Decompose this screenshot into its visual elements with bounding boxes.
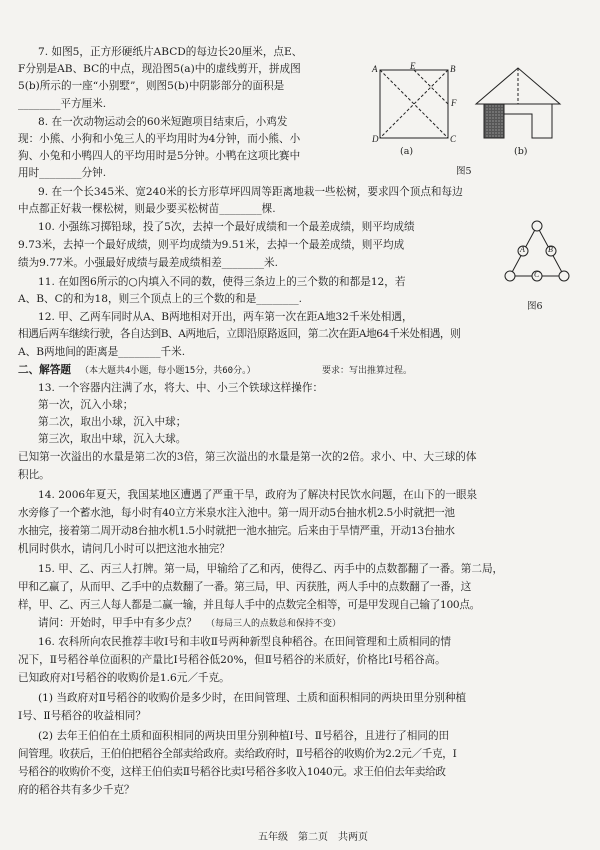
- fig6-caption: 图6: [527, 301, 543, 312]
- q16-part2-line-3: 号稻谷的收购价不变，这样王伯伯卖Ⅱ号稻谷比卖Ⅰ号稻谷多收入1040元。求王伯伯去年卖给政: [18, 766, 446, 778]
- q13-line-1: 13. 一个容器内注满了水，将大、中、小三个铁球这样操作：: [38, 382, 324, 394]
- fig5-label-b: (b): [514, 146, 528, 157]
- q7-line-2: F分别是AB、BC的中点，现沿图5(a)中的虚线剪开，拼成图: [18, 63, 301, 75]
- q11-line-2: A、B、C的和为18，则三个顶点上的三个数的和是________.: [18, 293, 303, 305]
- fig5-caption: 图5: [456, 166, 472, 177]
- q8-line-3: 狗、小兔和小鸭四人的平均用时是5分钟。小鸭在这项比赛中: [18, 150, 301, 162]
- q16-part1-line-2: Ⅰ号、Ⅱ号稻谷的收益相同？: [18, 710, 146, 722]
- figure-5: [360, 48, 585, 178]
- fig6-circle: [559, 271, 569, 281]
- q16-part1-line-1: (1) 当政府对Ⅱ号稻谷的收购价是多少时，在田间管理、土质和面积相同的两块田里分别种植: [38, 692, 467, 704]
- fig5-point-a: A: [372, 64, 378, 74]
- section-2-requirement: 要求：写出推算过程。: [322, 366, 413, 376]
- q10-line-1: 10. 小强练习掷铅球，投了5次，去掉一个最好成绩和一个最差成绩，则平均成绩: [38, 221, 415, 233]
- q16-part2-line-2: 间管理。收获后，王伯伯把稻谷全部卖给政府。卖给政府时，Ⅱ号稻谷的收购价为2.2元／千克，Ⅰ: [18, 748, 457, 760]
- q15-note: （每局三人的点数总和保持不变）: [206, 619, 342, 629]
- q15-line-1: 15. 甲、乙、丙三人打牌。第一局，甲输给了乙和丙，使得乙、丙手中的点数都翻了一番。第二局，: [38, 563, 504, 575]
- section-2-note: （本大题共4小题，每小题15分，共60分。）: [80, 366, 256, 376]
- q15-line-2: 甲和乙赢了，从而甲、乙手中的点数翻了一番。第三局，甲、丙获胜，两人手中的点数翻了一番，这: [18, 581, 471, 593]
- q8-line-1: 8. 在一次动物运动会的60米短跑项目结束后，小鸡发: [38, 116, 288, 128]
- fig5-label-a: (a): [400, 146, 414, 157]
- q16-line-2: 况下，Ⅱ号稻谷单位面积的产量比Ⅰ号稻谷低20%，但Ⅱ号稻谷的米质好，价格比Ⅰ号稻谷高。: [18, 654, 446, 666]
- q9-line-2: 中点都正好栽一棵松树，则最少要买松树苗________棵.: [18, 203, 276, 215]
- q14-line-3: 水抽完，接着第二周开动8台抽水机1.5小时就把一池水抽完。后来由于旱情严重，开动13台抽水: [18, 525, 455, 537]
- fig6-circle: [532, 221, 542, 231]
- q14-line-4: 机同时供水，请问几小时可以把这池水抽完？: [18, 543, 230, 555]
- q14-line-1: 14. 2006年夏天，我国某地区遭遇了严重干旱，政府为了解决村民饮水问题，在山下的一眼泉: [38, 489, 478, 501]
- fig6-label-a: A: [520, 245, 525, 254]
- q9-line-1: 9. 在一个长345米、宽240米的长方形草坪四周等距离地栽一些松树，要求四个顶点和每边: [38, 186, 463, 198]
- q12-line-2: 相遇后两车继续行驶，各自达到B、A两地后，立即沿原路返回，第二次在距A地64千米处相遇，则: [18, 328, 461, 340]
- q8-line-4: 用时________分钟.: [18, 167, 107, 179]
- q8-line-2: 现：小熊、小狗和小兔三人的平均用时为4分钟，而小熊、小: [18, 133, 301, 145]
- q7-line-1: 7. 如图5，正方形硬纸片ABCD的每边长20厘米，点E、: [38, 46, 303, 58]
- fig5-point-c: C: [450, 134, 457, 144]
- q10-line-3: 绩为9.77米。小强最好成绩与最差成绩相差________米.: [18, 257, 279, 269]
- q13-line-6: 积比。: [18, 469, 50, 481]
- q13-line-2: 第一次，沉入小球；: [38, 399, 134, 411]
- q15-line-3: 样，甲、乙、丙三人每人都是二赢一输，并且每人手中的点数完全相等，可是甲发现自己输了100点。: [18, 599, 480, 611]
- figure-5a-square: [380, 70, 448, 138]
- q10-line-2: 9.73米，去掉一个最好成绩，则平均成绩为9.51米，去掉一个最差成绩，则平均成: [18, 239, 405, 251]
- figure-5b-house: [476, 68, 560, 138]
- q13-line-4: 第三次，取出中球，沉入大球。: [38, 433, 187, 445]
- fig5-point-e: E: [410, 61, 416, 71]
- q11-line-1: 11. 在如图6所示的○内填入不同的数，使得三条边上的三个数的和都是12，若: [38, 276, 406, 288]
- fig6-label-c: C: [534, 270, 540, 279]
- fig6-label-b: B: [548, 245, 553, 254]
- page-footer: 五年级 第二页 共两页: [258, 832, 368, 843]
- q13-line-3: 第二次，取出小球，沉入中球；: [38, 416, 187, 428]
- q16-line-3: 已知政府对Ⅰ号稻谷的收购价是1.6元／千克。: [18, 672, 230, 684]
- fig6-circle: [505, 271, 515, 281]
- fig5-point-f: F: [451, 98, 457, 108]
- q12-line-3: A、B两地间的距离是________千米.: [18, 346, 186, 358]
- q14-line-2: 水旁修了一个蓄水池，每小时有40立方米泉水注入池中。第一周开动5台抽水机2.5小时就把一池: [18, 507, 455, 519]
- q13-line-5: 已知第一次溢出的水量是第二次的3倍，第三次溢出的水量是第一次的2倍。求小、中、大三球的体: [18, 451, 477, 463]
- q12-line-1: 12. 甲、乙两车同时从A、B两地相对开出，两车第一次在距A地32千米处相遇，: [38, 311, 413, 323]
- q16-part2-line-1: (2) 去年王伯伯在土质和面积相同的两块田里分别种植Ⅰ号、Ⅱ号稻谷，且进行了相同的田: [38, 730, 450, 742]
- q7-line-3: 5(b)所示的一座“小别墅”，则图5(b)中阴影部分的面积是: [18, 80, 285, 92]
- fig5-point-d: D: [372, 134, 379, 144]
- fig5-point-b: B: [450, 64, 456, 74]
- q15-line-4: 请问：开始时，甲手中有多少点？: [38, 617, 197, 629]
- q16-part2-line-4: 府的稻谷共有多少千克？: [18, 784, 135, 796]
- section-2-title: 二、解答题: [18, 364, 71, 376]
- q16-line-1: 16. 农科所向农民推荐丰收Ⅰ号和丰收Ⅱ号两种新型良种稻谷。在田间管理和土质相同的情: [38, 636, 451, 648]
- q7-line-4: ________平方厘米.: [18, 98, 107, 110]
